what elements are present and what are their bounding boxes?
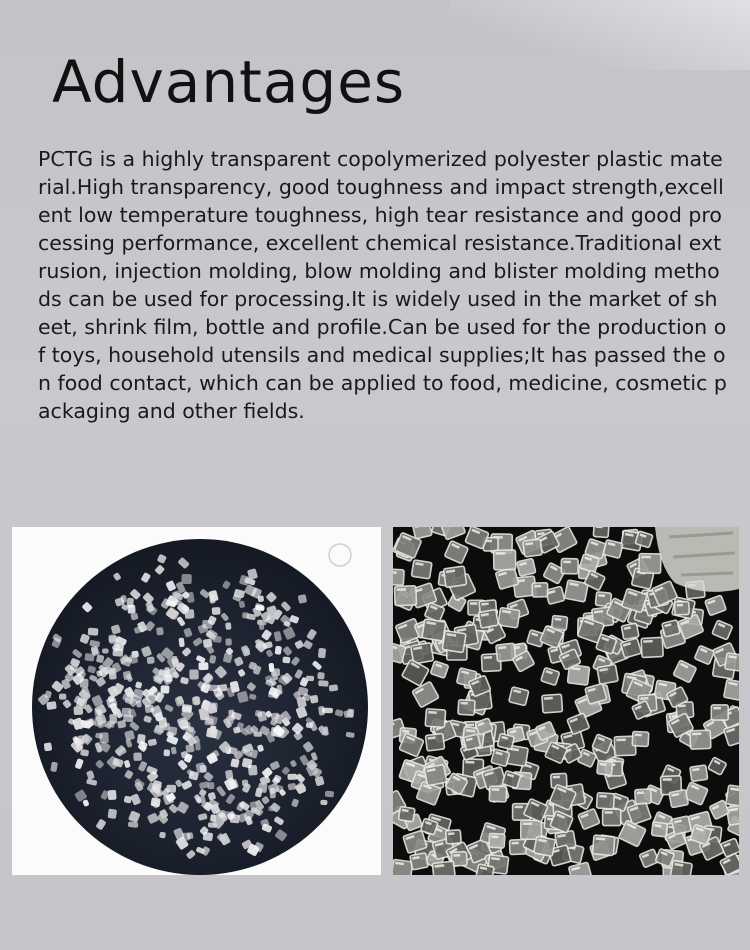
pellet [158, 717, 167, 728]
cube-pellet [592, 835, 614, 856]
pellet [310, 695, 319, 704]
pellet [318, 648, 326, 659]
pellet [80, 679, 89, 688]
cube-pellet [489, 833, 505, 848]
pellet [216, 810, 226, 818]
cube-pellet [425, 733, 444, 751]
cube-pellet [498, 607, 520, 627]
pellet [248, 765, 258, 776]
pellets-closeup-photo [393, 527, 739, 875]
cube-pellet [670, 860, 692, 875]
description-paragraph: PCTG is a highly transparent copolymerized polyester plastic material.High transparency, good toughness and impact strength,excellent low temperature toughness, high tear resistance and good processing performance, excellent chemical resistance.Traditional extrusion, injection molding, blow molding and blister molding methods can be used for processing.It is widely used in the market of sheet, shrink film, bottle and profile.Can be used for the production of toys, household utensils and medical supplies;It has passed the on food contact, which can be applied to food, medicine, cosmetic packaging and other fields. [38, 147, 727, 423]
pellet [230, 814, 240, 823]
cube-pellet [458, 700, 475, 715]
cube-pellet [726, 804, 739, 825]
cube-pellet [523, 539, 542, 557]
cube-pellet [509, 687, 529, 706]
pellet [317, 672, 325, 680]
pellet [168, 726, 178, 736]
pellet [127, 605, 135, 614]
page-title: Advantages [52, 48, 406, 116]
cube-pellet [711, 705, 728, 720]
cube-pellet [596, 793, 614, 809]
cube-pellet [690, 765, 708, 781]
pellet [212, 635, 222, 643]
pellet [94, 717, 102, 727]
cube-pellet [675, 602, 690, 615]
cube-pellet [603, 809, 621, 825]
pellet [44, 742, 53, 751]
cube-pellet [422, 619, 446, 641]
pellet [145, 704, 155, 713]
pellet [163, 749, 170, 756]
pellets-closeup-image [393, 527, 739, 875]
cube-pellet [593, 527, 609, 538]
pellet [108, 790, 117, 800]
cube-pellet [542, 694, 563, 713]
pellet [198, 662, 208, 670]
cube-pellet [478, 610, 498, 629]
pellet [107, 809, 117, 819]
pellet [189, 669, 198, 679]
cube-pellet [621, 623, 639, 640]
cube-pellet [425, 709, 445, 728]
cube-pellet [641, 637, 663, 657]
pellet [185, 744, 195, 753]
cube-pellet [443, 566, 466, 587]
pellet [258, 595, 265, 602]
pellet [123, 715, 133, 723]
pellet [147, 656, 155, 664]
cube-pellet [532, 583, 548, 597]
pellet [306, 676, 315, 682]
pellet [275, 646, 282, 655]
pellet [102, 649, 109, 654]
pellet [205, 718, 214, 725]
pellet [320, 800, 327, 806]
cube-pellet [446, 830, 462, 844]
pellet [225, 638, 231, 645]
pellet [202, 620, 212, 629]
cube-pellet [411, 560, 432, 579]
cube-pellet [393, 569, 404, 585]
pellet [268, 663, 274, 672]
pellet [282, 656, 290, 663]
pellet [112, 648, 123, 657]
pellet [46, 701, 57, 710]
cube-pellet [489, 786, 506, 802]
pellet [257, 620, 267, 626]
pellet [203, 638, 213, 647]
cube-pellet [497, 733, 514, 749]
pellet [109, 635, 117, 643]
cube-pellet [690, 730, 711, 749]
cube-pellet [651, 822, 667, 837]
cube-pellet [491, 749, 510, 767]
pellet [322, 708, 333, 714]
pellet [84, 653, 94, 662]
pellet [287, 774, 297, 780]
small-ring-icon [329, 544, 351, 566]
pellet [318, 680, 329, 687]
cube-pellet [597, 664, 618, 684]
pellet [133, 752, 142, 760]
cube-pellet [424, 765, 447, 786]
pellets-disc-image [12, 527, 381, 875]
pellet [192, 696, 201, 705]
pellet [242, 612, 249, 618]
cube-pellet [726, 785, 739, 807]
cube-pellet [394, 586, 416, 606]
pellet [164, 667, 170, 678]
pellet [166, 785, 176, 793]
cube-pellet [725, 653, 739, 672]
pellet [206, 727, 218, 738]
pellet [181, 574, 191, 584]
cube-pellet [398, 806, 415, 821]
cube-pellet [639, 554, 661, 574]
background-sheen [450, 0, 750, 70]
pellet [325, 791, 334, 798]
cube-pellet [432, 861, 455, 875]
cube-pellet [561, 559, 578, 574]
pellet [123, 671, 132, 681]
pellet [212, 607, 221, 615]
pellet [59, 694, 66, 700]
pellet [288, 783, 297, 791]
cube-pellet [603, 540, 623, 559]
pellet [329, 684, 339, 691]
cube-pellet [442, 631, 466, 653]
cube-pellet [597, 761, 613, 776]
pellet [156, 627, 164, 635]
pellet [347, 709, 354, 718]
cube-pellet [635, 789, 652, 804]
cube-pellet [463, 734, 480, 750]
cube-pellet [672, 816, 692, 835]
pellets-on-dark-disc-photo [12, 527, 381, 875]
cube-pellet [534, 836, 556, 856]
cube-pellet [517, 558, 536, 576]
pellet [225, 622, 231, 629]
cube-pellet [393, 859, 413, 875]
cube-pellet [494, 550, 516, 570]
pellet [160, 685, 169, 693]
cube-pellet [724, 679, 739, 701]
cube-pellet [632, 731, 649, 746]
cube-pellet [410, 853, 428, 870]
pellet [73, 706, 83, 715]
pellet [88, 628, 99, 636]
cube-pellet [669, 790, 688, 808]
